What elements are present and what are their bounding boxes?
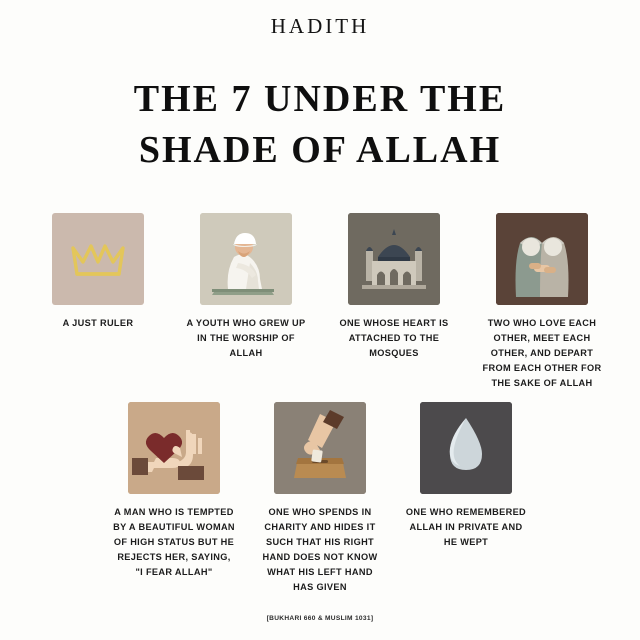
card-caption: ONE WHO REMEMBERED ALLAH IN PRIVATE AND HE WEPT [405, 506, 527, 547]
cards-row-top [39, 213, 601, 392]
card-heart-attached-mosque [335, 213, 453, 392]
cards-grid [24, 213, 616, 596]
page-title [134, 74, 506, 174]
mosque-illustration [348, 213, 440, 305]
page-title-line-2: SHADE OF ALLAH [138, 128, 502, 171]
charity-box-icon [274, 402, 366, 494]
crown-illustration [52, 213, 144, 305]
card-caption: A YOUTH WHO GREW UP IN THE WORSHIP OF ALLAH [186, 317, 306, 359]
card-caption: A MAN WHO IS TEMPTED BY A BEAUTIFUL WOMAN OF HIGH STATUS BUT HE REJECTS HER, SAYING, "I FEAR ALLAH" [113, 506, 235, 578]
page-title-line-1: THE 7 UNDER THE [133, 78, 507, 121]
card-just-ruler [39, 213, 157, 392]
praying-youth-illustration [200, 213, 292, 305]
card-caption: ONE WHO SPENDS IN CHARITY AND HIDES IT SUCH THAT HIS RIGHT HAND DOES NOT KNOW WHAT HIS LEFT HAND HAS GIVEN [262, 506, 378, 593]
source-reference: [BUKHARI 660 & MUSLIM 1031] [266, 615, 374, 622]
kicker-text: HADITH [270, 14, 370, 38]
two-friends-illustration [496, 213, 588, 305]
card-secret-charity [261, 402, 379, 596]
teardrop-icon [420, 402, 512, 494]
card-youth-worship [187, 213, 305, 392]
card-wept-in-private [407, 402, 525, 596]
card-caption: A JUST RULER [62, 317, 134, 328]
praying-youth-icon [200, 213, 292, 305]
mosque-icon [348, 213, 440, 305]
card-man-tempted [115, 402, 233, 596]
cards-row-bottom [115, 402, 525, 596]
two-friends-icon [496, 213, 588, 305]
heart-in-hand-illustration [128, 402, 220, 494]
card-caption: ONE WHOSE HEART IS ATTACHED TO THE MOSQUES [339, 317, 449, 359]
card-two-who-love [483, 213, 601, 392]
heart-in-hand-icon [128, 402, 220, 494]
crown-icon [69, 240, 127, 278]
card-caption: TWO WHO LOVE EACH OTHER, MEET EACH OTHER, AND DEPART FROM EACH OTHER FOR THE SAKE OF ALLAH [482, 317, 602, 389]
teardrop-illustration [420, 402, 512, 494]
charity-box-illustration [274, 402, 366, 494]
